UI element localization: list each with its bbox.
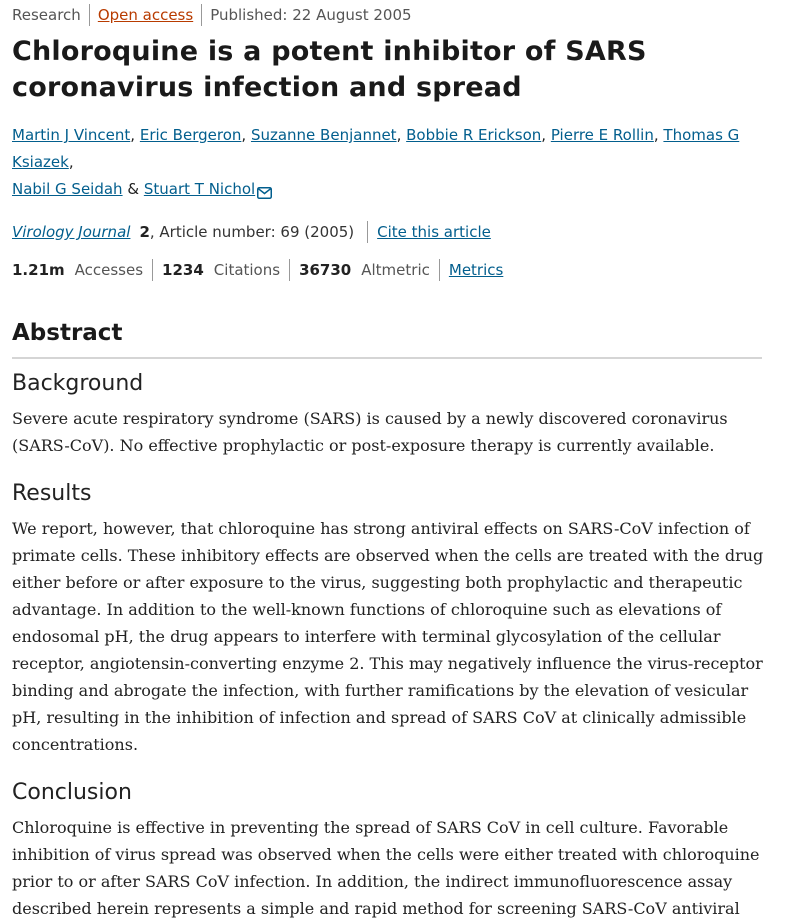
section-heading: Results <box>12 481 92 506</box>
journal-volume: 2 <box>139 223 150 241</box>
section-heading: Background <box>12 371 144 396</box>
article-type: Research <box>12 6 81 24</box>
author-separator: & <box>127 180 140 198</box>
envelope-icon[interactable] <box>257 181 272 208</box>
journal-link[interactable]: Virology Journal <box>12 223 131 241</box>
divider <box>367 221 368 243</box>
altmetric-score: 36730 <box>299 261 352 279</box>
article-meta <box>12 0 764 30</box>
article-number: , Article number: 69 (2005) <box>149 223 355 241</box>
section-text: We report, however, that chloroquine has strong antiviral effects on SARS-CoV infection of primate cells. These inhibitory effects are observed when the cells are treated with the drug either before or after exposure to the virus, suggesting both prophylactic and therapeutic advantage. In addition to the well-known functions of chloroquine such as elevations of endosomal pH, the drug appears to interfere with terminal glycosylation of the cellular receptor, angiotensin-converting enzyme 2. This may negatively influence the virus-receptor binding and abrogate the infection, with further ramifications by the elevation of vesicular pH, resulting in the inhibition of infection and spread of SARS CoV at clinically admissible concentrations. <box>12 519 764 754</box>
abstract-section-results <box>12 479 764 758</box>
cite-article-link[interactable]: Cite this article <box>377 223 491 241</box>
author-link[interactable]: Thomas G Ksiazek <box>12 126 740 171</box>
author-link[interactable]: Pierre E Rollin <box>550 126 654 144</box>
abstract-section-conclusion <box>12 778 764 922</box>
divider <box>89 4 90 26</box>
divider <box>289 259 290 281</box>
author-link[interactable]: Eric Bergeron <box>139 126 242 144</box>
metrics-link[interactable]: Metrics <box>448 261 504 279</box>
abstract-section-background <box>12 369 764 459</box>
citations-count: 1234 <box>162 261 204 279</box>
article-metrics <box>12 259 764 281</box>
author-separator: , <box>653 126 659 144</box>
author-list <box>12 122 764 208</box>
citations-label: Citations <box>213 261 281 279</box>
journal-info <box>12 221 764 243</box>
abstract-heading: Abstract <box>12 317 762 359</box>
corresponding-author-link[interactable]: Stuart T Nichol <box>143 180 256 198</box>
section-text: Chloroquine is effective in preventing the spread of SARS CoV in cell culture. Favorable inhibition of virus spread was observed when the cells were either treated with chloroquine prior to or after SARS CoV infection. In addition, the indirect immunofluorescence assay described herein represents a simple and rapid method for screening SARS-CoV antiviral <box>12 818 760 918</box>
divider <box>439 259 440 281</box>
article-header <box>12 0 764 922</box>
article-title: Chloroquine is a potent inhibitor of SARS coronavirus infection and spread <box>12 36 647 103</box>
accesses-count: 1.21m <box>12 261 65 279</box>
author-separator: , <box>130 126 136 144</box>
section-text: Severe acute respiratory syndrome (SARS) is caused by a newly discovered coronavirus (SARS-CoV). No effective prophylactic or post-exposure therapy is currently available. <box>12 409 728 455</box>
section-heading: Conclusion <box>12 780 132 805</box>
open-access-link[interactable]: Open access <box>97 6 194 24</box>
author-separator: , <box>541 126 547 144</box>
accesses-label: Accesses <box>74 261 144 279</box>
divider <box>152 259 153 281</box>
author-link[interactable]: Martin J Vincent <box>12 126 131 144</box>
author-separator: , <box>68 153 74 171</box>
author-link[interactable]: Bobbie R Erickson <box>406 126 542 144</box>
author-link[interactable]: Nabil G Seidah <box>12 180 123 198</box>
published-date: Published: 22 August 2005 <box>210 6 412 24</box>
author-separator: , <box>241 126 247 144</box>
author-link[interactable]: Suzanne Benjannet <box>250 126 397 144</box>
author-separator: , <box>396 126 402 144</box>
divider <box>201 4 202 26</box>
altmetric-label: Altmetric <box>361 261 430 279</box>
